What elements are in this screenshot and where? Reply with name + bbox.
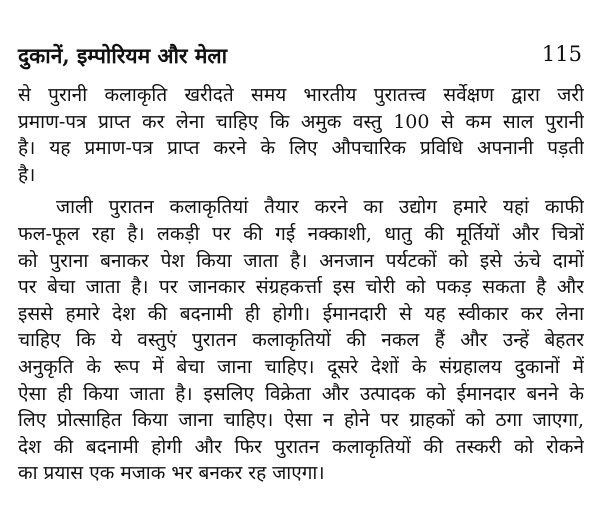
- text-line: अनुकृति के रूप में बेचा जाना चाहिए। दूसरे देशों के संग्रहालय दुकानों में: [18, 355, 584, 378]
- page-header: [18, 42, 582, 72]
- text-line: फल-फूल रहा है। लकड़ी पर की गई नक्काशी, धातु की मूर्तियों और चित्रों: [18, 222, 584, 245]
- body-text: [18, 82, 584, 487]
- text-line: चाहिए कि ये वस्तुएं पुरातन कलाकृतियों की नकल हैं और उन्हें बेहतर: [18, 329, 584, 352]
- text-line: ऐसा ही किया जाता है। इसलिए विक्रेता और उत्पादक को ईमानदार बनने के: [18, 382, 584, 405]
- text-line: प्रमाण-पत्र प्राप्त कर लेना चाहिए कि अमुक वस्तु 100 से कम साल पुरानी: [18, 110, 584, 133]
- text-line: से पुरानी कलाकृति खरीदते समय भारतीय पुरातत्त्व सर्वेक्षण द्वारा जरी: [18, 84, 584, 106]
- text-line: जाली पुरातन कलाकृतियां तैयार करने का उद्योग हमारे यहां काफी: [56, 196, 584, 219]
- page-number: 115: [541, 42, 582, 66]
- running-title: दुकानें, इम्पोरियम और मेला: [18, 43, 228, 68]
- text-line: पर बेचा जाता है। पर जानकार संग्रहकर्त्ता इस चोरी को पकड़ सकता है और: [18, 276, 584, 299]
- paragraph-2: [18, 194, 584, 487]
- text-line: है। यह प्रमाण-पत्र प्राप्त करने के लिए औपचारिक प्रविधि अपनानी पड़ती: [18, 137, 584, 160]
- text-line: लिए प्रोत्साहित किया जाना चाहिए। ऐसा न होने पर ग्राहकों को ठगा जाएगा,: [18, 409, 584, 432]
- text-line: का प्रयास एक मजाक भर बनकर रह जाएगा।: [18, 462, 325, 485]
- text-line: इससे हमारे देश की बदनामी ही होगी। ईमानदारी से यह स्वीकार कर लेना: [18, 302, 584, 325]
- text-line: देश की बदनामी होगी और फिर पुरातन कलाकृतियों की तस्करी को रोकने: [18, 435, 584, 458]
- paragraph-1: [18, 82, 584, 188]
- text-line: को पुराना बनाकर पेश किया जाता है। अनजान पर्यटकों को इसे ऊंचे दामों: [18, 249, 584, 272]
- text-line: है।: [18, 163, 36, 186]
